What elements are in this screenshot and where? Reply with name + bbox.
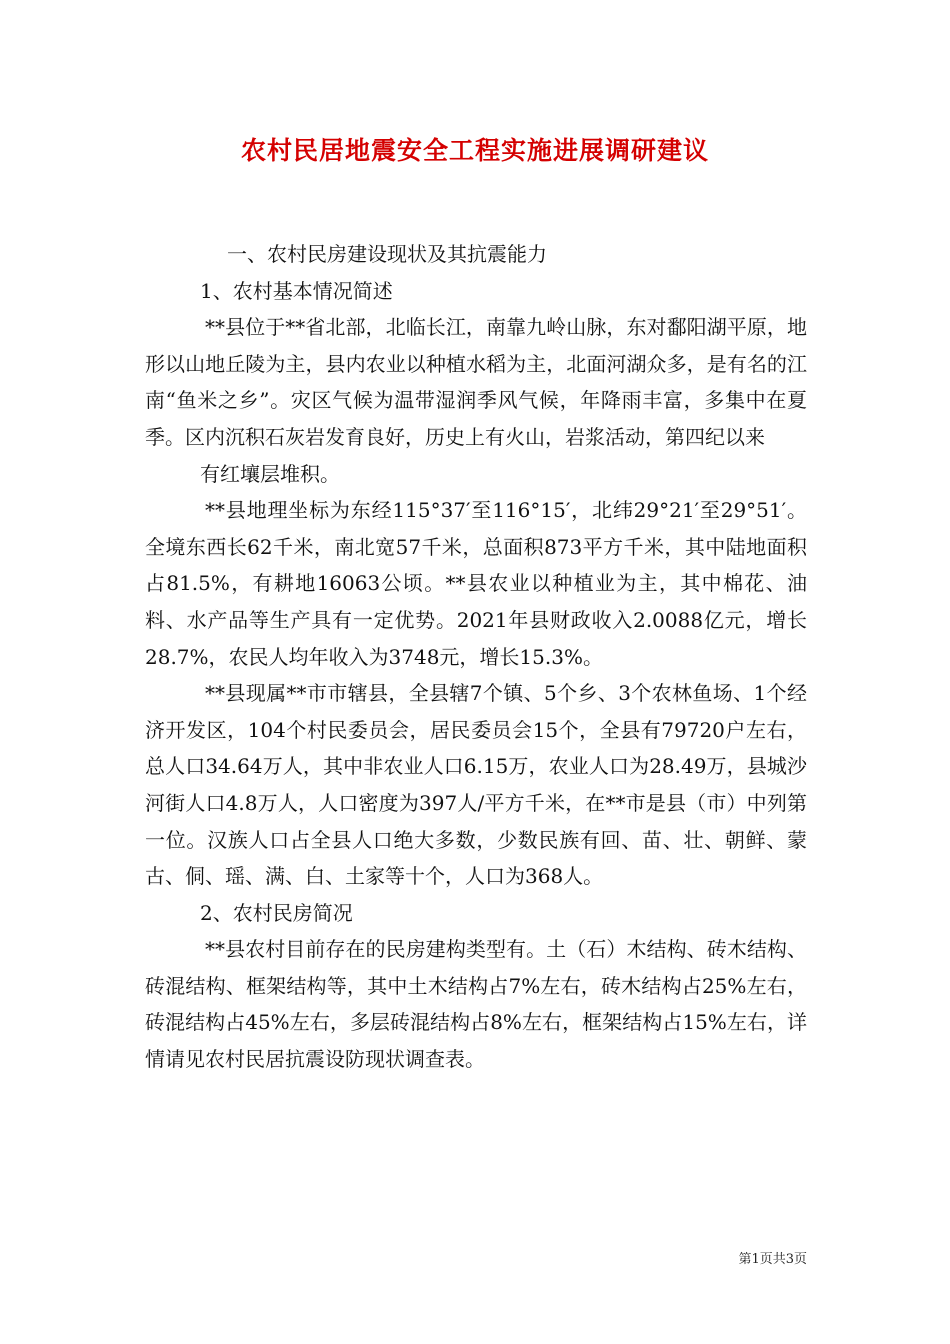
subsection-heading: 2、农村民房简况 — [200, 900, 353, 925]
body-paragraph: **县地理坐标为东经115°37′至116°15′，北纬29°21′至29°51′。全境东西长62千米，南北宽57千米，总面积873平方千米，其中陆地面积占81.5%，有耕地16063公顷。**县农业以种植业为主，其中棉花、油料、水产品等生产具有一定优势。2021年县财政收入2.0088亿元，增长28.7%，农民人均年收入为3748元，增长15.3%。 — [145, 498, 807, 669]
body-paragraph: **县现属**市市辖县，全县辖7个镇、5个乡、3个农林鱼场、1个经济开发区，104个村民委员会，居民委员会15个，全县有79720户左右，总人口34.64万人，其中非农业人口6.15万，农业人口为28.49万，县城沙河街人口4.8万人，人口密度为397人/平方千米，在**市是县（市）中列第一位。汉族人口占全县人口绝大多数，少数民族有回、苗、壮、朝鲜、蒙古、侗、瑶、满、白、土家等十个，人口为368人。 — [145, 681, 807, 889]
body-paragraph: **县位于**省北部，北临长江，南靠九岭山脉，东对鄱阳湖平原，地形以山地丘陵为主，县内农业以种植水稻为主，北面河湖众多，是有名的江南“鱼米之乡”。灾区气候为温带湿润季风气候，年降雨丰富，多集中在夏季。区内沉积石灰岩发育良好，历史上有火山，岩浆活动，第四纪以来 — [145, 315, 807, 449]
document-title: 农村民居地震安全工程实施进展调研建议 — [240, 136, 709, 165]
body-paragraph: **县农村目前存在的民房建构类型有。土（石）木结构、砖木结构、砖混结构、框架结构等，其中土木结构占7%左右，砖木结构占25%左右，砖混结构占45%左右，多层砖混结构占8%左右，框架结构占15%左右，详情请见农村民居抗震设防现状调查表。 — [145, 937, 807, 1072]
document-body — [145, 236, 807, 1078]
section-heading: 一、农村民房建设现状及其抗震能力 — [227, 242, 547, 266]
page-number: 第1页共3页 — [738, 1252, 807, 1267]
body-paragraph: 有红壤层堆积。 — [200, 461, 340, 486]
subsection-heading: 1、农村基本情况简述 — [200, 278, 393, 303]
